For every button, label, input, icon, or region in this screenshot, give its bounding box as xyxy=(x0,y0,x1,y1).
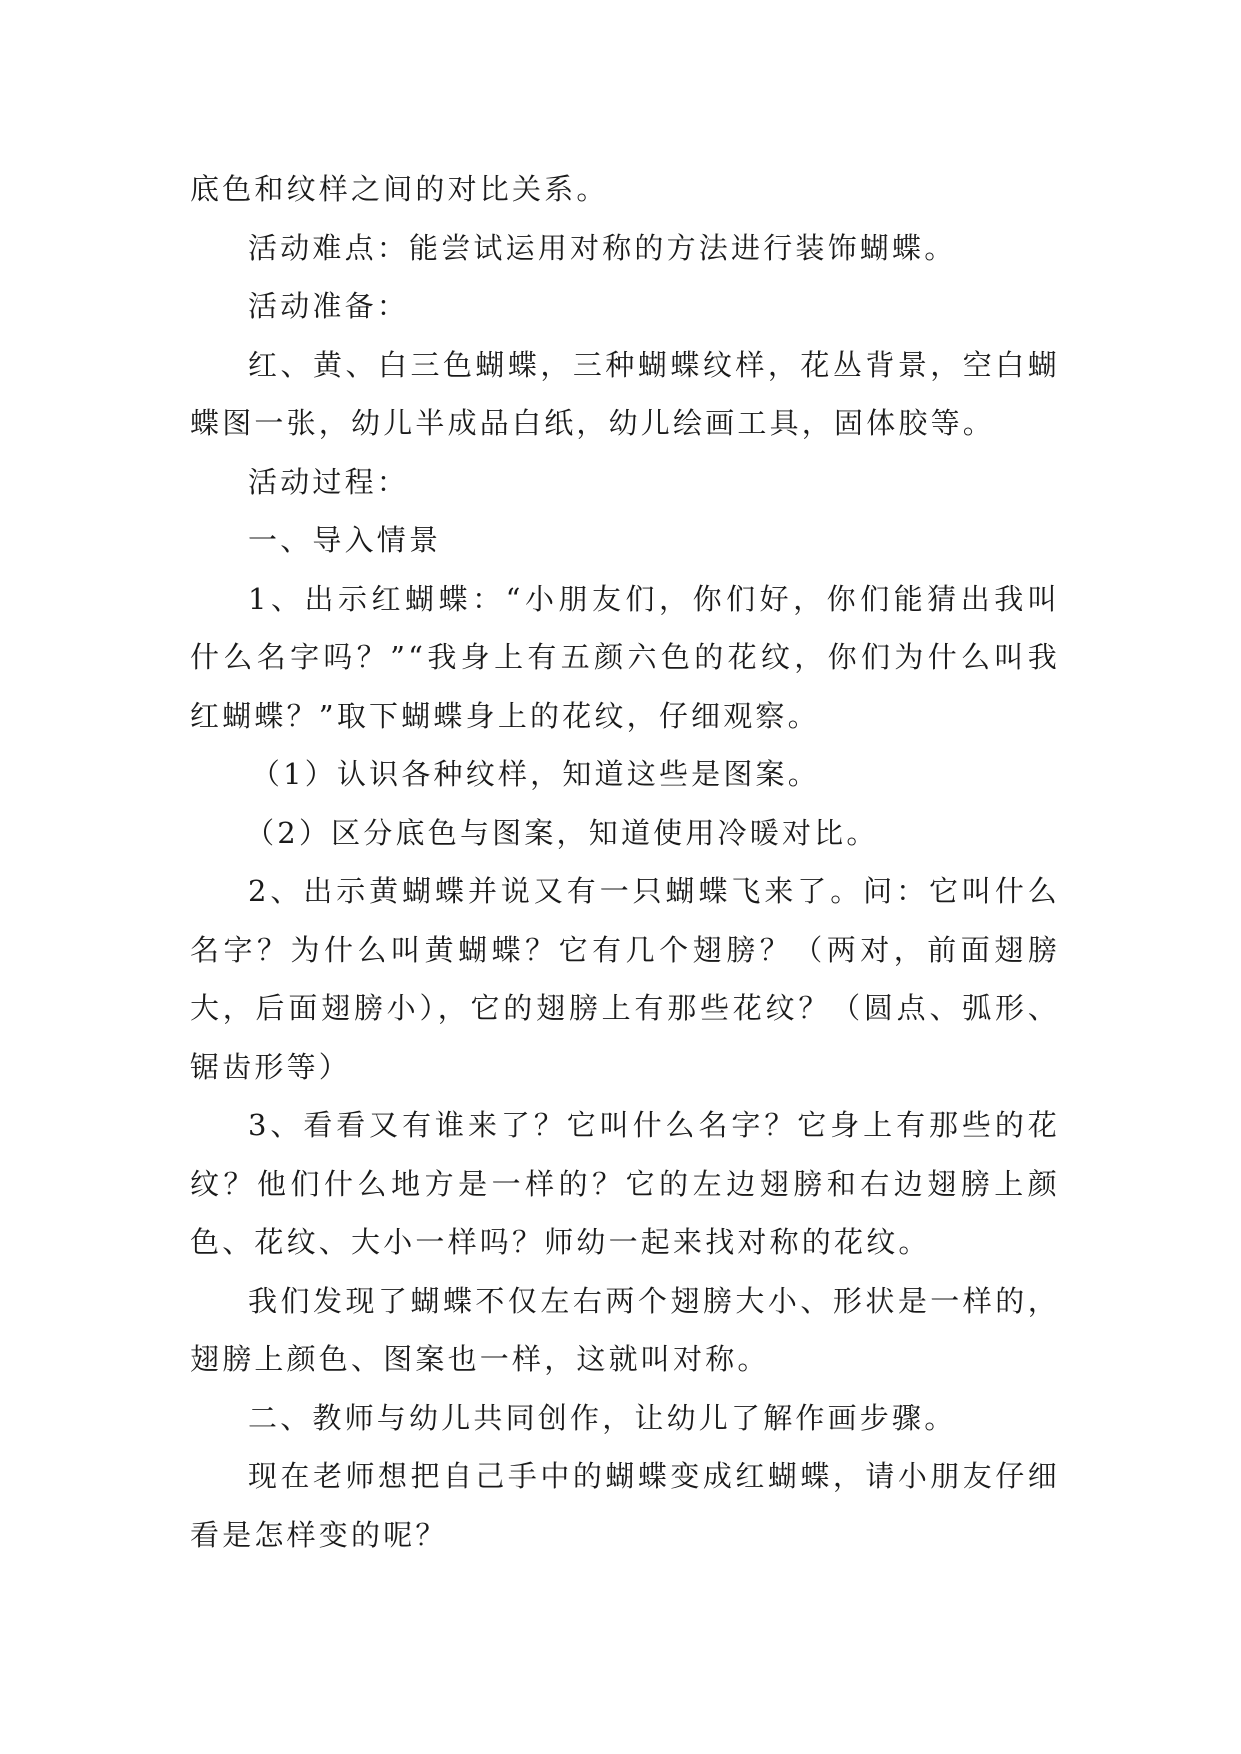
paragraph-section-one-heading: 一、导入情景 xyxy=(248,523,442,557)
paragraph-activity-difficulty: 活动难点：能尝试运用对称的方法进行装饰蝴蝶。 xyxy=(248,230,957,265)
paragraph-continuation: 底色和纹样之间的对比关系。 xyxy=(190,172,609,206)
paragraph-sub-item-two: （2）区分底色与图案，知道使用冷暖对比。 xyxy=(245,815,879,850)
paragraph-symmetry-conclusion: 我们发现了蝴蝶不仅左右两个翅膀大小、形状是一样的，翅膀上颜色、图案也一样，这就叫对称。 xyxy=(190,1283,1060,1376)
paragraph-step-three: 3、看看又有谁来了？它叫什么名字？它身上有那些的花纹？他们什么地方是一样的？它的左边翅膀和右边翅膀上颜色、花纹、大小一样吗？师幼一起来找对称的花纹。 xyxy=(190,1108,1060,1259)
document-body xyxy=(190,160,1060,1564)
paragraph-step-two: 2、出示黄蝴蝶并说又有一只蝴蝶飞来了。问：它叫什么名字？为什么叫黄蝴蝶？它有几个翅膀？（两对，前面翅膀大，后面翅膀小），它的翅膀上有那些花纹？（圆点、弧形、锯齿形等） xyxy=(190,874,1060,1084)
paragraph-activity-process-heading: 活动过程： xyxy=(248,464,410,499)
paragraph-step-one: 1、出示红蝴蝶：“小朋友们，你们好，你们能猜出我叫什么名字吗？”“我身上有五颜六色的花纹，你们为什么叫我红蝴蝶？”取下蝴蝶身上的花纹，仔细观察。 xyxy=(190,581,1060,733)
paragraph-teacher-demo: 现在老师想把自己手中的蝴蝶变成红蝴蝶，请小朋友仔细看是怎样变的呢？ xyxy=(190,1459,1060,1552)
paragraph-activity-materials: 红、黄、白三色蝴蝶，三种蝴蝶纹样，花丛背景，空白蝴蝶图一张，幼儿半成品白纸，幼儿绘画工具，固体胶等。 xyxy=(190,347,1060,440)
paragraph-section-two-heading: 二、教师与幼儿共同创作，让幼儿了解作画步骤。 xyxy=(248,1400,957,1435)
paragraph-sub-item-one: （1）认识各种纹样，知道这些是图案。 xyxy=(250,757,820,791)
paragraph-activity-preparation-heading: 活动准备： xyxy=(248,289,410,323)
